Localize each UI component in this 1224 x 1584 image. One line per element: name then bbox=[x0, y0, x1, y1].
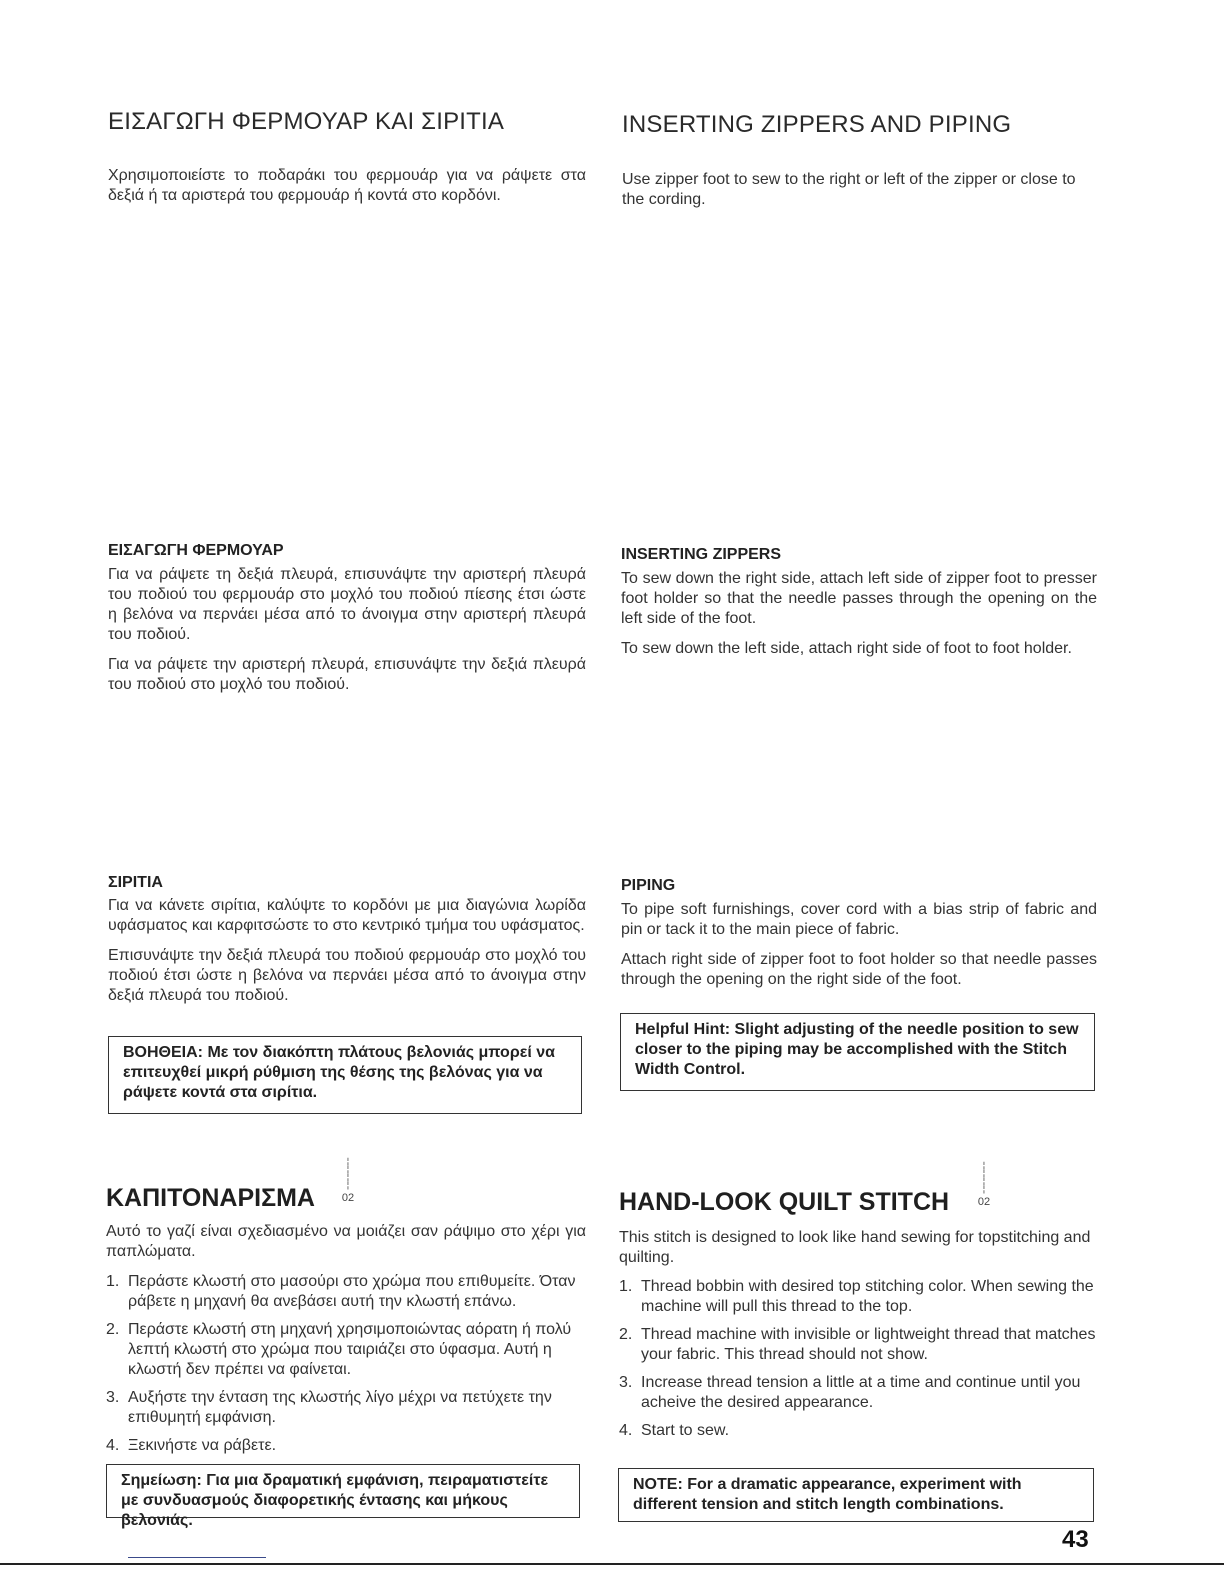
greek-piping-text bbox=[108, 896, 586, 1006]
english-step-2: 2. Thread machine with invisible or lightweight thread that matches your fabric. This thread should not show. bbox=[619, 1326, 1096, 1363]
greek-zippers-p1: Για να ράψετε τη δεξιά πλευρά, επισυνάψτε την αριστερή πλευρά του ποδιού του φερμουάρ στο μοχλό του ποδιού πίεσης έτσι ώστε η βελόνα να περνάει μέσα από το άνοιγμα στην αριστερή πλευρά του ποδιού. bbox=[108, 566, 586, 643]
english-zippers-heading: INSERTING ZIPPERS bbox=[621, 546, 782, 563]
english-stitch-code: 02 bbox=[977, 1196, 991, 1208]
english-piping-p2: Attach right side of zipper foot to foot holder so that needle passes through the opening on the right side of the foot. bbox=[621, 951, 1097, 988]
greek-quilt-intro: Αυτό το γαζί είναι σχεδιασμένο να μοιάζει σαν ράψιμο στο χέρι για παπλώματα. bbox=[106, 1223, 586, 1260]
greek-quilt-title: ΚΑΠΙΤΟΝΑΡΙΣΜΑ bbox=[106, 1184, 315, 1212]
greek-zippers-p2: Για να ράψετε την αριστερή πλευρά, επισυνάψτε την δεξιά πλευρά του ποδιού στο μοχλό του ποδιού. bbox=[108, 656, 586, 693]
greek-section-title: ΕΙΣΑΓΩΓΗ ΦΕΡΜΟΥΑΡ ΚΑΙ ΣΙΡΙΤΙΑ bbox=[108, 108, 505, 135]
greek-step-3: 3. Αυξήστε την ένταση της κλωστής λίγο μέχρι να πετύχετε την επιθυμητή εμφάνιση. bbox=[106, 1389, 552, 1426]
greek-intro: Χρησιμοποιείστε το ποδαράκι του φερμουάρ για να ράψετε στα δεξιά ή τα αριστερά του φερμουάρ ή κοντά στο κορδόνι. bbox=[108, 167, 586, 204]
greek-note-box: Σημείωση: Για μια δραματική εμφάνιση, πειραματιστείτε με συνδυασμούς διαφορετικής έντασης και μήκους βελονιάς. bbox=[106, 1464, 580, 1518]
english-piping-heading: PIPING bbox=[621, 877, 676, 894]
greek-piping-p1: Για να κάνετε σιρίτια, καλύψτε το κορδόνι με μια διαγώνια λωρίδα υφάσματος και καρφιτσώστε το στο κεντρικό τμήμα του υφάσματος. bbox=[108, 897, 586, 934]
greek-step-1: 1. Περάστε κλωστή στο μασούρι στο χρώμα που επιθυμείτε. Όταν ράβετε η μηχανή θα ανεβάσει αυτή την κλωστή επάνω. bbox=[106, 1273, 576, 1310]
greek-zippers-text bbox=[108, 565, 586, 695]
greek-step-4: 4. Ξεκινήστε να ράβετε. bbox=[106, 1437, 277, 1454]
bottom-underline bbox=[128, 1557, 266, 1558]
english-step-4: 4. Start to sew. bbox=[619, 1422, 730, 1439]
greek-hint-box: ΒΟΗΘΕΙΑ: Με τον διακόπτη πλάτους βελονιάς μπορεί να επιτευχθεί μικρή ρύθμιση της θέσης της βελόνας για να ράψετε κοντά στα σιρίτια. bbox=[108, 1036, 582, 1114]
bottom-rule bbox=[0, 1563, 1224, 1565]
english-piping-p1: To pipe soft furnishings, cover cord with a bias strip of fabric and pin or tack it to the main piece of fabric. bbox=[621, 901, 1097, 938]
greek-stitch-code: 02 bbox=[341, 1192, 355, 1204]
english-hint-box: Helpful Hint: Slight adjusting of the needle position to sew closer to the piping may be accomplished with the Stitch Width Control. bbox=[620, 1013, 1095, 1091]
english-zippers-p1: To sew down the right side, attach left side of zipper foot to presser foot holder so that the needle passes through the opening on the left side of the foot. bbox=[621, 570, 1097, 627]
english-zippers-text bbox=[621, 569, 1097, 659]
english-quilt-intro: This stitch is designed to look like hand sewing for topstitching and quilting. bbox=[619, 1229, 1091, 1266]
english-step-1: 1. Thread bobbin with desired top stitching color. When sewing the machine will pull this thread to the top. bbox=[619, 1278, 1094, 1315]
english-section-title: INSERTING ZIPPERS AND PIPING bbox=[622, 111, 1012, 138]
english-stitch-icon: ¦ ¦ ¦ ¦ 02 bbox=[972, 1162, 996, 1208]
english-quilt-title: HAND-LOOK QUILT STITCH bbox=[619, 1188, 950, 1216]
english-piping-text bbox=[621, 900, 1097, 990]
english-quilt-steps bbox=[619, 1277, 1097, 1449]
greek-step-2: 2. Περάστε κλωστή στη μηχανή χρησιμοποιώντας αόρατη ή πολύ λεπτή κλωστή στο χρώμα που ταιριάζει στο ύφασμα. Αυτή η κλωστή δεν πρέπει να φαίνεται. bbox=[106, 1321, 572, 1378]
greek-quilt-steps bbox=[106, 1272, 586, 1464]
page-number: 43 bbox=[1062, 1526, 1089, 1553]
greek-piping-heading: ΣΙΡΙΤΙΑ bbox=[108, 874, 163, 891]
english-step-3: 3. Increase thread tension a little at a time and continue until you acheive the desired appearance. bbox=[619, 1374, 1081, 1411]
greek-stitch-icon: ¦ ¦ ¦ ¦ 02 bbox=[336, 1158, 360, 1204]
english-note-box: NOTE: For a dramatic appearance, experiment with different tension and stitch length combinations. bbox=[618, 1468, 1094, 1522]
english-zippers-p2: To sew down the left side, attach right side of foot to foot holder. bbox=[621, 640, 1072, 657]
greek-zippers-heading: ΕΙΣΑΓΩΓΗ ΦΕΡΜΟΥΑΡ bbox=[108, 542, 284, 559]
greek-piping-p2: Επισυνάψτε την δεξιά πλευρά του ποδιού φερμουάρ στο μοχλό του ποδιού έτσι ώστε η βελόνα να περνάει μέσα από το άνοιγμα στην δεξιά πλευρά του ποδιού. bbox=[108, 947, 586, 1004]
english-intro: Use zipper foot to sew to the right or left of the zipper or close to the cording. bbox=[622, 171, 1076, 208]
